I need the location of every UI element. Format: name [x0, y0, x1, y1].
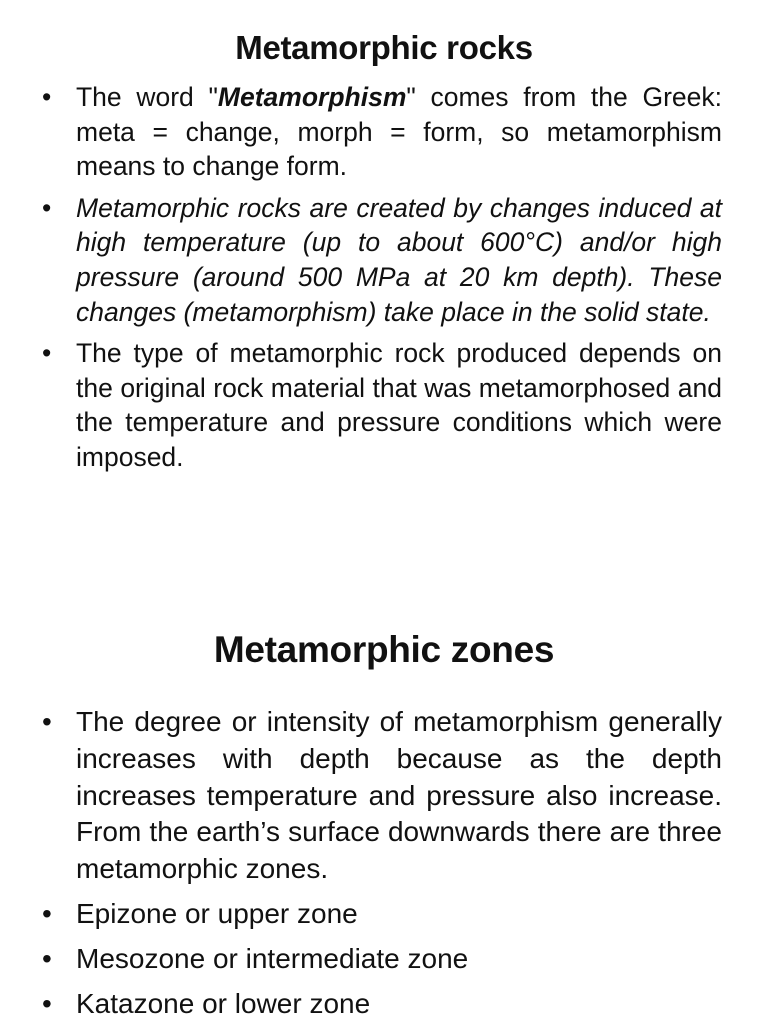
bullet-text: Epizone or upper zone	[76, 897, 358, 929]
list-item	[0, 80, 768, 184]
slide-metamorphic-zones	[0, 618, 768, 1030]
list-item	[0, 941, 768, 978]
list-item	[0, 986, 768, 1023]
list-item	[0, 896, 768, 933]
slide-title: Metamorphic rocks	[235, 29, 533, 66]
bullet-dot-icon: •	[42, 897, 52, 929]
bullet-dot-icon: •	[42, 706, 52, 737]
list-item	[0, 704, 768, 888]
bullet-text: Mesozone or intermediate zone	[76, 942, 469, 974]
slide-metamorphic-rocks	[0, 0, 768, 482]
bullet-emphasis: Metamorphism	[217, 82, 407, 112]
bullet-dot-icon: •	[42, 338, 52, 369]
bullet-text: The degree or intensity of metamorphism generally increases with depth because as the depth increases temperature and pressure also increase. From the earth’s surface downwards there are three metamorphic zones.	[76, 706, 722, 885]
bullet-list	[0, 704, 768, 1022]
bullet-list	[0, 80, 768, 475]
list-item	[0, 191, 768, 329]
bullet-dot-icon: •	[42, 987, 52, 1019]
bullet-text: Katazone or lower zone	[76, 987, 371, 1019]
bullet-text-before: The word "	[76, 82, 218, 112]
bullet-dot-icon: •	[42, 82, 52, 112]
list-item	[0, 336, 768, 474]
slide-title: Metamorphic zones	[213, 629, 555, 670]
bullet-text	[76, 82, 722, 181]
bullet-dot-icon: •	[42, 942, 52, 974]
bullet-text: Metamorphic rocks are created by changes induced at high temperature (up to about 600°C) and/or high pressure (around 500 MPa at 20 km depth). These changes (metamorphism) take place in the solid state.	[76, 192, 722, 327]
bullet-dot-icon: •	[42, 192, 52, 223]
bullet-text-after: " comes from the Greek: meta = change, morph = form, so metamorphism means to change form.	[76, 82, 722, 182]
bullet-text: The type of metamorphic rock produced depends on the original rock material that was metamorphosed and the temperature and pressure conditions which were imposed.	[76, 338, 722, 472]
